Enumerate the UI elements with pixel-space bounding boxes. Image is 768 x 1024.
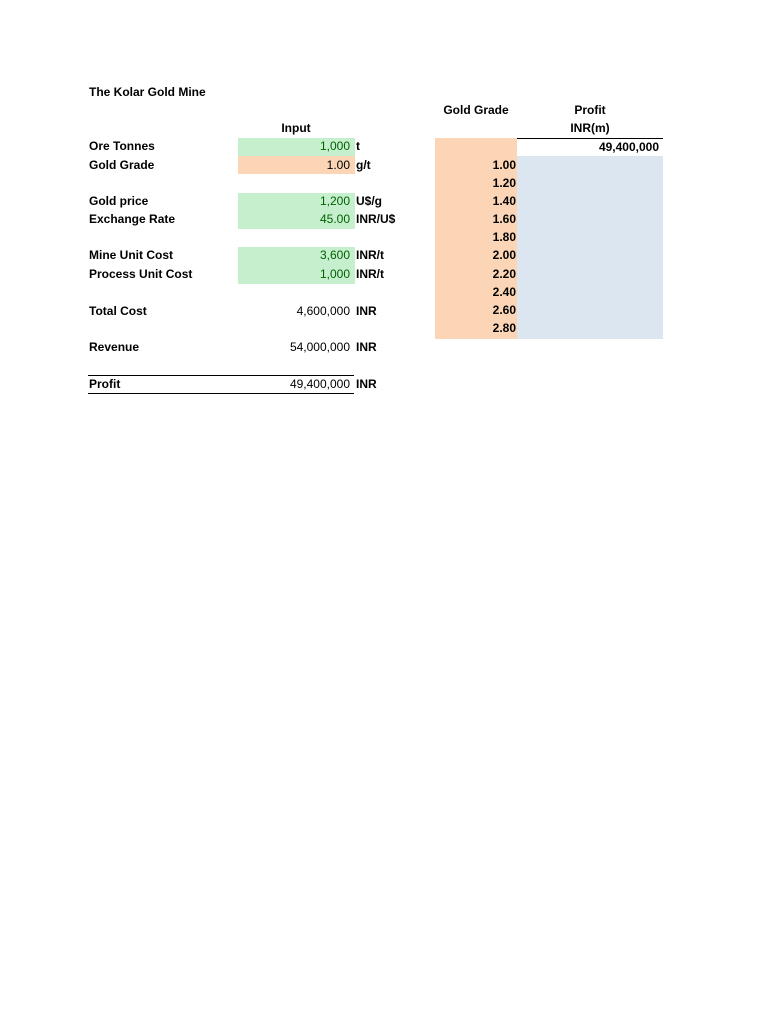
total-cost-label: Total Cost [89,304,147,318]
exchange-rate-unit: INR/U$ [356,212,396,226]
profit-value: 49,400,000 [289,377,350,391]
grade-cell[interactable]: 2.40 [492,285,516,299]
process-unit-cost-unit: INR/t [356,267,384,281]
profit-column-bg [517,156,663,339]
gold-grade-label: Gold Grade [89,158,155,172]
grade-cell[interactable]: 1.40 [492,194,516,208]
input-header: Input [281,121,311,135]
grade-cell[interactable]: 1.00 [492,158,516,172]
profit-label: Profit [89,377,121,391]
profit-formula-cell[interactable]: 49,400,000 [598,140,659,154]
gold-grade-input[interactable]: 1.00 [326,158,350,172]
ore-tonnes-input[interactable]: 1,000 [319,139,350,153]
mine-unit-cost-label: Mine Unit Cost [89,248,173,262]
gold-price-input[interactable]: 1,200 [319,194,350,208]
gold-grade-unit: g/t [356,158,371,172]
process-unit-cost-input[interactable]: 1,000 [319,267,350,281]
profit-unit-header: INR(m) [570,121,610,135]
grade-column-header: Gold Grade [443,103,509,117]
revenue-unit: INR [356,340,377,354]
total-cost-unit: INR [356,304,377,318]
profit-bottom-border [88,393,354,394]
grade-cell[interactable]: 2.80 [492,321,516,335]
mine-unit-cost-input[interactable]: 3,600 [319,248,350,262]
grade-cell[interactable]: 1.20 [492,176,516,190]
revenue-label: Revenue [89,340,140,354]
gold-price-unit: U$/g [356,194,383,208]
grade-cell[interactable]: 2.00 [492,248,516,262]
ore-tonnes-label: Ore Tonnes [89,139,155,153]
exchange-rate-label: Exchange Rate [89,212,176,226]
ore-tonnes-unit: t [356,139,360,153]
process-unit-cost-label: Process Unit Cost [89,267,193,281]
mine-unit-cost-unit: INR/t [356,248,384,262]
grade-cell[interactable]: 1.60 [492,212,516,226]
total-cost-value: 4,600,000 [296,304,350,318]
profit-unit: INR [356,377,377,391]
profit-column-header: Profit [574,103,606,117]
grade-cell[interactable]: 2.60 [492,303,516,317]
revenue-value: 54,000,000 [289,340,350,354]
grade-cell[interactable]: 2.20 [492,267,516,281]
sheet-title: The Kolar Gold Mine [89,85,206,99]
grade-cell[interactable]: 1.80 [492,230,516,244]
exchange-rate-input[interactable]: 45.00 [319,212,350,226]
gold-price-label: Gold price [89,194,149,208]
